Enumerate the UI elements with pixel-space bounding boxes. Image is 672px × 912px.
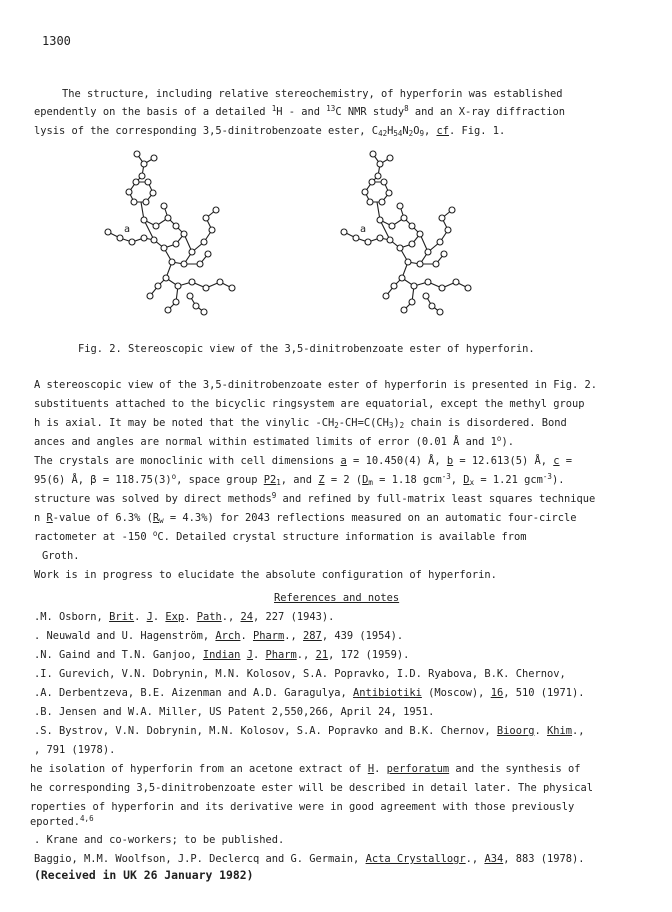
para2-line4: ances and angles are normal within estimated limits of error (0.01 Å and 1$^o$). [34, 434, 514, 448]
para1-line2: ependently on the basis of a detailed $^1$H - and $^{13}$C NMR study$^8$ and an X-ray diffraction [34, 104, 566, 118]
received-date: (Received in UK 26 January 1982) [34, 868, 254, 882]
para2-line3: h is axial. It may be noted that the vinylic $-CH_2-CH=C(CH_3)_2$ chain is disordered. Bond [34, 417, 567, 430]
ref-8-cont3: eported.$^{4,6}$ [30, 814, 94, 828]
ref-6: .B. Jensen and W.A. Miller, US Patent 2,550,266, April 24, 1951. [34, 706, 435, 718]
ref-8-cont1: he corresponding 3,5-dinitrobenzoate ester will be described in detail later. The physical [30, 782, 594, 794]
page-number: 1300 [42, 34, 71, 48]
figure-caption: Fig. 2. Stereoscopic view of the 3,5-dinitrobenzoate ester of hyperforin. [78, 343, 535, 355]
ref-2: . Neuwald and U. Hagenström, Arch. Pharm., 287, 439 (1954). [34, 630, 404, 642]
ref-7-cont: , 791 (1978). [34, 744, 116, 756]
stereo-figure-svg [80, 146, 540, 336]
ref-1: .M. Osborn, Brit. J. Exp. Path., 24, 227 (1943). [34, 611, 335, 623]
ref-5: .A. Derbentzeva, B.E. Aizenman and A.D. Garagulya, Antibiotiki (Moscow), 16, 510 (1971). [34, 687, 585, 699]
ref-7: .S. Bystrov, V.N. Dobrynin, M.N. Kolosov, S.A. Popravko and B.K. Chernov, Bioorg. Khim., [34, 725, 585, 737]
ref-10: Baggio, M.M. Woolfson, J.P. Declercq and G. Germain, Acta Crystallogr., A34, 883 (1978). [34, 853, 585, 865]
ref-8: he isolation of hyperforin from an acetone extract of H. perforatum and the synthesis of [30, 763, 581, 775]
para2-line2: substituents attached to the bicyclic ringsystem are equatorial, except the methyl group [34, 398, 585, 410]
para3-line1: The crystals are monoclinic with cell dimensions a = 10.450(4) Å, b = 12.613(5) Å, c = [34, 455, 573, 467]
para3-line4: n R-value of 6.3% $(R_w = 4.3\%)$ for 2043 reflections measured on an automatic four-circle [34, 512, 577, 525]
para2-line1: A stereoscopic view of the 3,5-dinitrobenzoate ester of hyperforin is presented in Fig. 2. [34, 379, 598, 391]
references-heading: References and notes [274, 592, 400, 604]
para4: Work is in progress to elucidate the absolute configuration of hyperforin. [34, 569, 497, 581]
ref-4: .I. Gurevich, V.N. Dobrynin, M.N. Kolosov, S.A. Popravko, I.D. Ryabova, B.K. Chernov, [34, 668, 566, 680]
ref-3: .N. Gaind and T.N. Ganjoo, Indian J. Pharm., 21, 172 (1959). [34, 649, 410, 661]
figure-label-left: a [124, 224, 131, 235]
para3-line2: 95(6) Å, $\beta = 118.75(3)^o$, space group $P2_1$, and Z = 2 ($D_m = 1.18$ gcm$^{-3}$, $D_x = 1.21$ gcm$^{-3}$). [34, 472, 565, 487]
stereo-figure [80, 146, 540, 336]
figure-label-right: a [360, 224, 367, 235]
para1-line1: The structure, including relative stereochemistry, of hyperforin was established [62, 88, 563, 100]
ref-8-cont2: roperties of hyperforin and its derivative were in good agreement with those previously [30, 801, 575, 813]
para3-line3: structure was solved by direct methods$^9$ and refined by full-matrix least squares technique [34, 491, 596, 505]
para3-line6: Groth. [42, 550, 80, 562]
para1-line3: lysis of the corresponding 3,5-dinitrobenzoate ester, $C_{42}H_{54}N_2O_9$, cf. Fig. 1. [34, 125, 506, 138]
ref-9: . Krane and co-workers; to be published. [34, 834, 285, 846]
para3-line5: ractometer at -150 $^o$C. Detailed crystal structure information is available from [34, 529, 527, 543]
